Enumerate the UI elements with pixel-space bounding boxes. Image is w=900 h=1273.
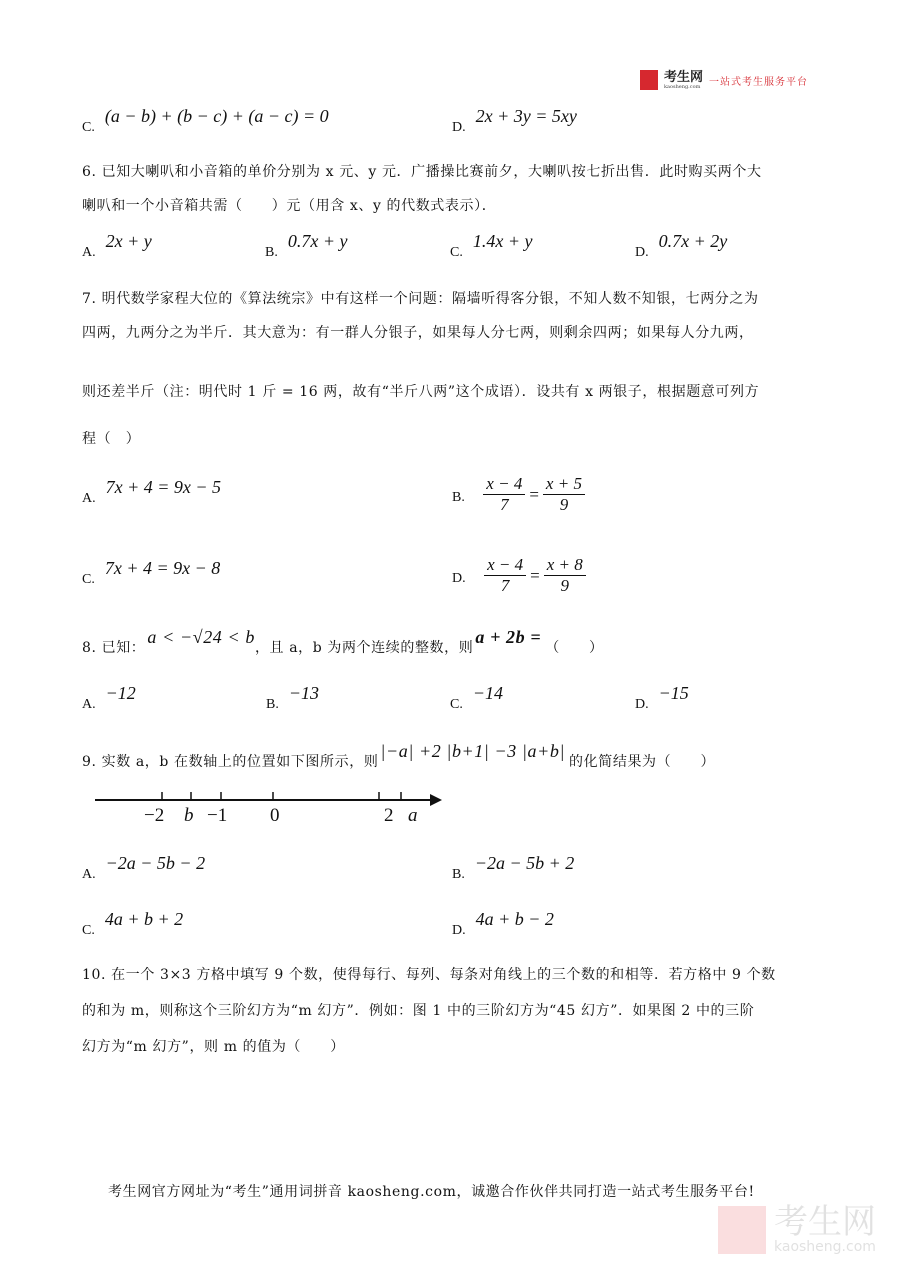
q9-question bbox=[82, 741, 716, 771]
option-label: D. bbox=[635, 245, 649, 260]
q7-option-b bbox=[452, 474, 585, 527]
q8-math: a < −√24 < b bbox=[147, 627, 255, 647]
q9-prefix: 9. 实数 a，b 在数轴上的位置如下图所示，则 bbox=[82, 754, 379, 770]
tick-label: 0 bbox=[270, 805, 280, 826]
watermark-sub: kaosheng.com bbox=[774, 1239, 876, 1255]
q6-option-a bbox=[82, 231, 152, 261]
option-math: −2a − 5b + 2 bbox=[474, 853, 575, 873]
option-label: B. bbox=[266, 697, 279, 712]
q5-option-c bbox=[82, 106, 329, 136]
tick-label: b bbox=[184, 805, 194, 826]
option-label: C. bbox=[82, 572, 95, 587]
q9-option-a bbox=[82, 853, 206, 883]
numerator: x + 8 bbox=[544, 555, 586, 576]
q8-option-d bbox=[635, 683, 689, 713]
option-math: 4a + b − 2 bbox=[475, 909, 554, 929]
logo-icon bbox=[640, 70, 658, 90]
option-label: D. bbox=[452, 571, 466, 586]
q7-text-line: 程（ ） bbox=[82, 431, 141, 447]
option-math: −13 bbox=[288, 683, 319, 703]
tick-label: −1 bbox=[207, 805, 228, 826]
q8-option-a bbox=[82, 683, 136, 713]
option-math: −15 bbox=[658, 683, 689, 703]
q6-option-d bbox=[635, 231, 728, 261]
option-label: B. bbox=[452, 490, 465, 505]
q7-text-line: 7. 明代数学家程大位的《算法统宗》中有这样一个问题：隔墙听得客分银，不知人数不知银，七两分之为 bbox=[82, 291, 759, 307]
fraction bbox=[544, 555, 586, 596]
q9-math: |−a| +2 |b+1| −3 |a+b| bbox=[380, 741, 566, 761]
q8-middle: ，且 a，b 为两个连续的整数，则 bbox=[254, 640, 474, 656]
q6-text-line: 6. 已知大喇叭和小音箱的单价分别为 x 元、y 元．广播操比赛前夕，大喇叭按七折出售．此时购买两个大 bbox=[82, 164, 762, 180]
q8-prefix: 8. 已知： bbox=[82, 640, 146, 656]
q8-suffix: （ ） bbox=[545, 640, 604, 656]
tick-label: 2 bbox=[384, 805, 394, 826]
logo-text: 考生网 bbox=[664, 69, 704, 85]
watermark-logo-icon bbox=[718, 1206, 766, 1254]
q8-question bbox=[82, 627, 604, 657]
option-label: A. bbox=[82, 245, 96, 260]
option-math: 7x + 4 = 9x − 8 bbox=[104, 558, 221, 578]
q7-option-a bbox=[82, 477, 222, 507]
denominator: 7 bbox=[500, 495, 509, 514]
option-label: D. bbox=[452, 120, 466, 135]
q6-text-line: 喇叭和一个小音箱共需（ ）元（用含 x、y 的代数式表示）． bbox=[82, 198, 497, 214]
option-math: −2a − 5b − 2 bbox=[105, 853, 206, 873]
q9-option-c bbox=[82, 909, 184, 939]
q7-option-c bbox=[82, 558, 221, 588]
tick-label: a bbox=[408, 805, 418, 826]
header-logo bbox=[640, 70, 808, 90]
option-label: B. bbox=[265, 245, 278, 260]
logo-sub: kaosheng.com bbox=[664, 83, 701, 90]
numerator: x − 4 bbox=[483, 474, 525, 495]
fraction bbox=[483, 474, 525, 515]
q9-option-b bbox=[452, 853, 575, 883]
fraction bbox=[484, 555, 526, 596]
option-math: 0.7x + y bbox=[287, 231, 348, 251]
option-label: B. bbox=[452, 867, 465, 882]
option-math: −14 bbox=[472, 683, 503, 703]
denominator: 9 bbox=[560, 576, 569, 595]
arrow-icon bbox=[430, 794, 442, 806]
equals: = bbox=[529, 484, 539, 504]
option-label: A. bbox=[82, 491, 96, 506]
q6-option-c bbox=[450, 231, 533, 261]
equals: = bbox=[530, 565, 540, 585]
option-math: 2x + 3y = 5xy bbox=[475, 106, 577, 126]
q7-text-line: 则还差半斤（注：明代时 1 斤 = 16 两，故有“半斤八两”这个成语）．设共有 x 两银子，根据题意可列方 bbox=[82, 384, 760, 400]
watermark bbox=[718, 1202, 876, 1255]
option-math: 2x + y bbox=[105, 231, 152, 251]
option-math: −12 bbox=[105, 683, 136, 703]
q9-suffix: 的化简结果为（ ） bbox=[569, 754, 716, 770]
fraction bbox=[543, 474, 585, 515]
q8-option-b bbox=[266, 683, 319, 713]
q8-math2: a + 2b = bbox=[475, 627, 542, 647]
option-label: C. bbox=[450, 697, 463, 712]
tick-label: −2 bbox=[144, 805, 165, 826]
numerator: x − 4 bbox=[484, 555, 526, 576]
option-math: 0.7x + 2y bbox=[658, 231, 728, 251]
denominator: 7 bbox=[500, 576, 510, 595]
watermark-text: 考生网 bbox=[774, 1202, 876, 1242]
q10-text-line: 幻方为“m 幻方”，则 m 的值为（ ） bbox=[82, 1039, 345, 1055]
q8-option-c bbox=[450, 683, 503, 713]
number-line bbox=[90, 788, 450, 828]
option-label: A. bbox=[82, 867, 96, 882]
option-label: A. bbox=[82, 697, 96, 712]
q6-option-b bbox=[265, 231, 348, 261]
header-slogan: 一站式考生服务平台 bbox=[709, 76, 809, 88]
denominator: 9 bbox=[559, 495, 569, 514]
option-label: D. bbox=[635, 697, 649, 712]
option-label: C. bbox=[82, 923, 95, 938]
numerator: x + 5 bbox=[543, 474, 585, 495]
q7-text-line: 四两，九两分之为半斤．其大意为：有一群人分银子，如果每人分七两，则剩余四两；如果每人分九两， bbox=[82, 325, 754, 341]
option-math: 7x + 4 = 9x − 5 bbox=[105, 477, 222, 497]
option-math: 4a + b + 2 bbox=[104, 909, 184, 929]
q10-text-line: 的和为 m，则称这个三阶幻方为“m 幻方”．例如：图 1 中的三阶幻方为“45 幻方”．如果图 2 中的三阶 bbox=[82, 1003, 755, 1019]
q7-option-d bbox=[452, 555, 586, 608]
q10-text-line: 10. 在一个 3×3 方格中填写 9 个数，使得每行、每列、每条对角线上的三个数的和相等．若方格中 9 个数 bbox=[82, 967, 776, 983]
option-math: 1.4x + y bbox=[472, 231, 533, 251]
q5-option-d bbox=[452, 106, 577, 136]
option-label: C. bbox=[82, 120, 95, 135]
q9-option-d bbox=[452, 909, 554, 939]
option-label: C. bbox=[450, 245, 463, 260]
footer-text: 考生网官方网址为“考生”通用词拼音 kaosheng.com，诚邀合作伙伴共同打造一站式考生服务平台! bbox=[108, 1184, 755, 1200]
option-label: D. bbox=[452, 923, 466, 938]
option-math: (a − b) + (b − c) + (a − c) = 0 bbox=[104, 106, 329, 126]
